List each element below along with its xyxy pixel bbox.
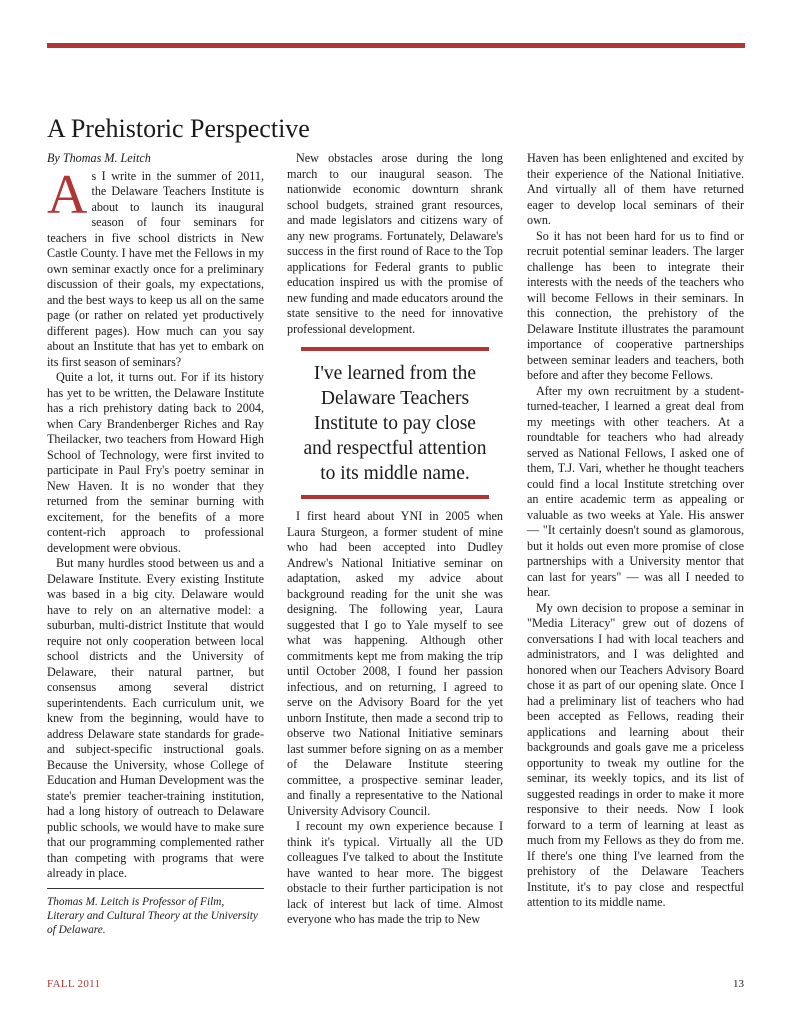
article-title: A Prehistoric Perspective	[47, 114, 310, 143]
column-1	[47, 151, 264, 937]
bio-divider	[47, 888, 264, 889]
pull-quote-rule-bottom	[301, 495, 489, 499]
paragraph: But many hurdles stood between us and a Delaware Institute. Every existing Institute was based in a big city. Delaware would have to rely on an alternative model: a suburban, multi-district Institute that would require not only cooperation between local school districts and the University of Delaware, their natural partner, but consensus among several district superintendents. Each curriculum unit, we knew from the beginning, would have to address Delaware state standards for grade- and subject-specific instructional goals. Because the University, whose College of Education and Human Development was the state's premier teacher-training institution, had a long history of outreach to Delaware public schools, we would have to make sure that our programming complemented rather than competing with programs that were already in place.	[47, 556, 264, 880]
issue-label: FALL 2011	[47, 978, 101, 990]
paragraph: My own decision to propose a seminar in "Media Literacy" grew out of dozens of conversations I had with local teachers and administrators, and I was delighted and honored when our Teachers Advisory Board chose it as part of our opening slate. Once I had a preliminary list of teachers who had been accepted as Fellows, reading their applications and learning about their backgrounds and goals gave me a priceless opportunity to tweak my outline for the seminar, its weekly topics, and its list of suggested readings in order to make it more responsive to their needs. Now I look forward to a term of learning at least as much from my Fellows as they do from me. If there's one thing I've learned from the prehistory of the Delaware Teachers Institute, it's to pay close and respectful attention to its middle name.	[527, 600, 744, 909]
column-3	[527, 151, 744, 911]
opening-text: s I write in the summer of 2011, the Delaware Teachers Institute is about to launch its inaugural season of four seminars for teachers in five school districts in New Castle County. I have met the Fellows in my own seminar exactly once for a preliminary discussion of their goals, my expectations, and the best ways to keep us all on the same page (or rather on related yet productively different pages). How much can you say about an Institute that has yet to embark on its first season of seminars?	[47, 168, 264, 369]
byline: By Thomas M. Leitch	[47, 151, 151, 165]
pull-quote-text: I've learned from the Delaware Teachers Institute to pay close and respectful attention to its middle name.	[303, 363, 487, 484]
paragraph: Quite a lot, it turns out. For if its history has yet to be written, the Delaware Institute has a rich prehistory dating back to 2004, when Cary Brandenberger Riches and Ray Theilacker, two teachers from Howard High School of Technology, were first invited to participate in Paul Fry's poetry seminar in New Haven. It is no wonder that they returned from the seminar burning with excitement, for the benefits of a more content-rich approach to professional development were obvious.	[47, 370, 264, 555]
paragraph: So it has not been hard for us to find or recruit potential seminar leaders. The larger challenge has been to integrate their interests with the needs of the teachers who will become Fellows in their seminars. In this connection, the prehistory of the Delaware Institute illustrates the paramount importance of cooperative partnerships between seminar leaders and teachers, both before and after they become Fellows.	[527, 228, 744, 382]
author-bio: Thomas M. Leitch is Professor of Film, Literary and Cultural Theory at the University of Delaware.	[47, 895, 258, 936]
paragraph: New obstacles arose during the long march to our inaugural season. The nationwide economic downturn shrank school budgets, strained grant resources, and made legislators and citizens wary of any new programs. Fortunately, Delaware's success in the first round of Race to the Top applications for Federal grants to public education inspired us with the promise of new funding and made educators around the state sensitive to the need for innovative professional development.	[287, 151, 503, 336]
paragraph: After my own recruitment by a student-turned-teacher, I learned a great deal from my meetings with other teachers. At a roundtable for teachers who had already served as National Fellows, I asked one of them, T.J. Vari, whether he thought teachers could find a local Institute stretching over an entire academic term as appealing or valuable as two weeks at Yale. His answer — "It certainly doesn't sound as glamorous, but it holds out even more promise of close partnerships with a University mentor that can last for years" — was all I needed to hear.	[527, 383, 744, 599]
page-number: 13	[733, 978, 744, 990]
opening-paragraph	[47, 163, 264, 371]
top-rule	[47, 43, 745, 48]
column-2	[287, 151, 503, 928]
paragraph: I first heard about YNI in 2005 when Laura Sturgeon, a former student of mine who had been accepted into Dudley Andrew's National Initiative seminar on adaptation, asked my advice about background reading for the unit she was designing. The following year, Laura suggested that I go to Yale myself to see what was happening. Although other commitments kept me from making the trip until October 2008, I found her passion infectious, and on returning, I agreed to serve on the Advisory Board for the yet unborn Institute, then made a second trip to observe two National Initiative seminars last summer before signing on as a member of the Delaware Institute steering committee, a prospective seminar leader, and finally a representative to the National University Advisory Council.	[287, 509, 503, 818]
paragraph: I recount my own experience because I think it's typical. Virtually all the UD colleagues I've talked to about the Institute have wanted to hear more. The biggest obstacle to their further participation is not lack of interest but lack of time. Almost everyone who has made the trip to New	[287, 819, 503, 926]
paragraph: Haven has been enlightened and excited by their experience of the National Initiative. And virtually all of them have returned eager to develop local seminars of their own.	[527, 151, 744, 227]
pull-quote	[301, 347, 489, 499]
drop-cap: A	[47, 163, 88, 226]
